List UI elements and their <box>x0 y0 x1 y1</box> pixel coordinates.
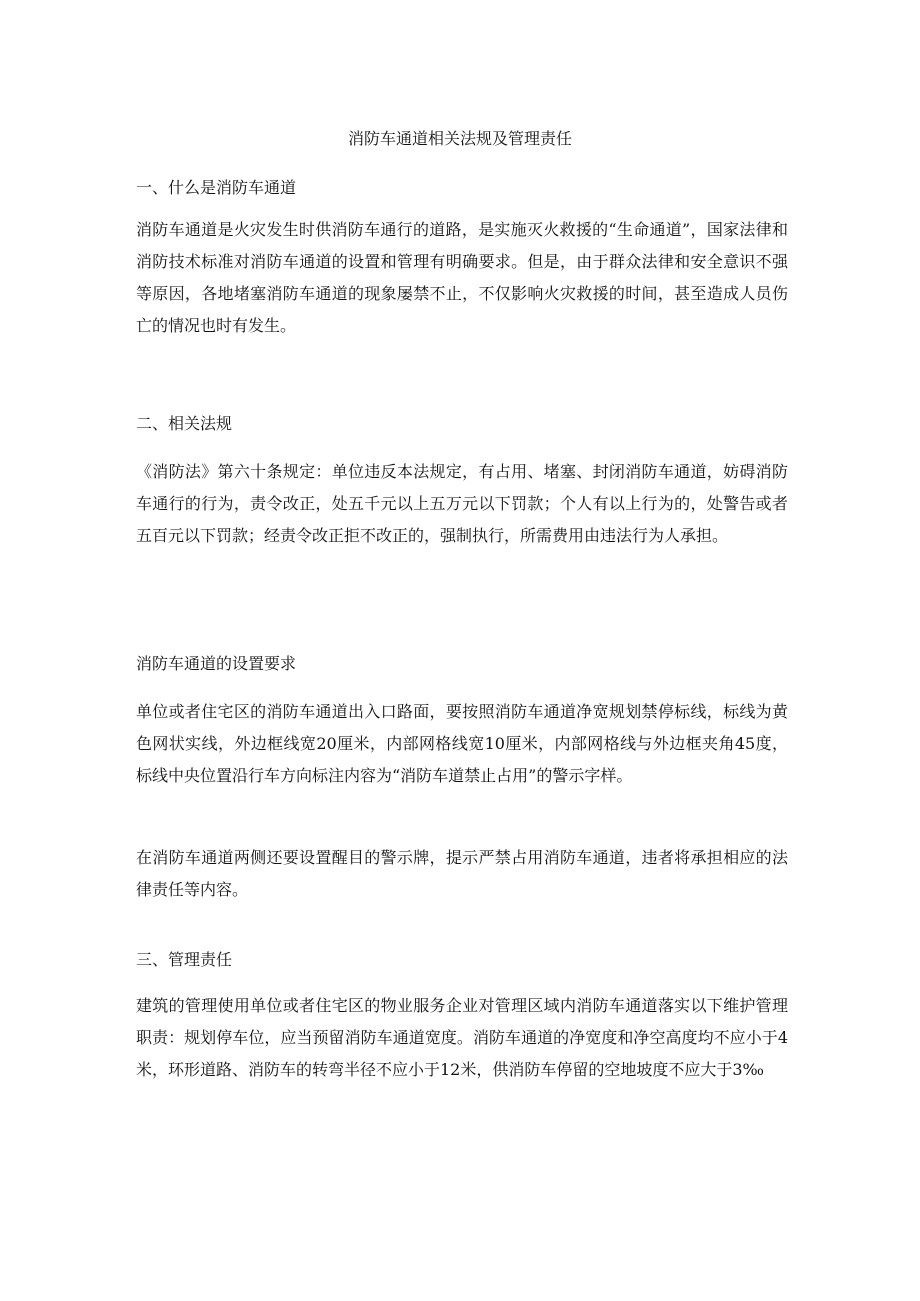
paragraph-marking-requirements: 单位或者住宅区的消防车通道出入口路面，要按照消防车通道净宽规划禁停标线，标线为黄色网状实线，外边框线宽20厘米，内部网格线宽10厘米，内部网格线与外边框夹角45度，标线中央位置沿行车方向标注内容为“消防车道禁止占用”的警示字样。 <box>136 702 788 785</box>
paragraph-warning-signs: 在消防车通道两侧还要设置醒目的警示牌，提示严禁占用消防车通道，违者将承担相应的法律责任等内容。 <box>136 848 788 899</box>
section-heading-management: 三、管理责任 <box>136 950 233 969</box>
section-heading-what-is: 一、什么是消防车通道 <box>136 178 297 197</box>
paragraph-fire-law-article: 《消防法》第六十条规定：单位违反本法规定，有占用、堵塞、封闭消防车通道，妨碍消防车通行的行为，责令改正，处五千元以上五万元以下罚款；个人有以上行为的，处警告或者五百元以下罚款；经责令改正拒不改正的，强制执行，所需费用由违法行为人承担。 <box>136 462 788 545</box>
paragraph-definition: 消防车通道是火灾发生时供消防车通行的道路，是实施灭火救援的“生命通道”，国家法律和消防技术标准对消防车通道的设置和管理有明确要求。但是，由于群众法律和安全意识不强等原因，各地堵塞消防车通道的现象屡禁不止，不仅影响火灾救援的时间，甚至造成人员伤亡的情况也时有发生。 <box>136 220 788 335</box>
section-heading-regulations: 二、相关法规 <box>136 414 233 433</box>
document-title: 消防车通道相关法规及管理责任 <box>347 129 572 148</box>
paragraph-management-duties: 建筑的管理使用单位或者住宅区的物业服务企业对管理区域内消防车通道落实以下维护管理职责：规划停车位，应当预留消防车通道宽度。消防车通道的净宽度和净空高度均不应小于4米，环形道路、消防车的转弯半径不应小于12米，供消防车停留的空地坡度不应大于3‰ <box>136 996 788 1079</box>
section-heading-setup-requirements: 消防车通道的设置要求 <box>136 654 297 673</box>
